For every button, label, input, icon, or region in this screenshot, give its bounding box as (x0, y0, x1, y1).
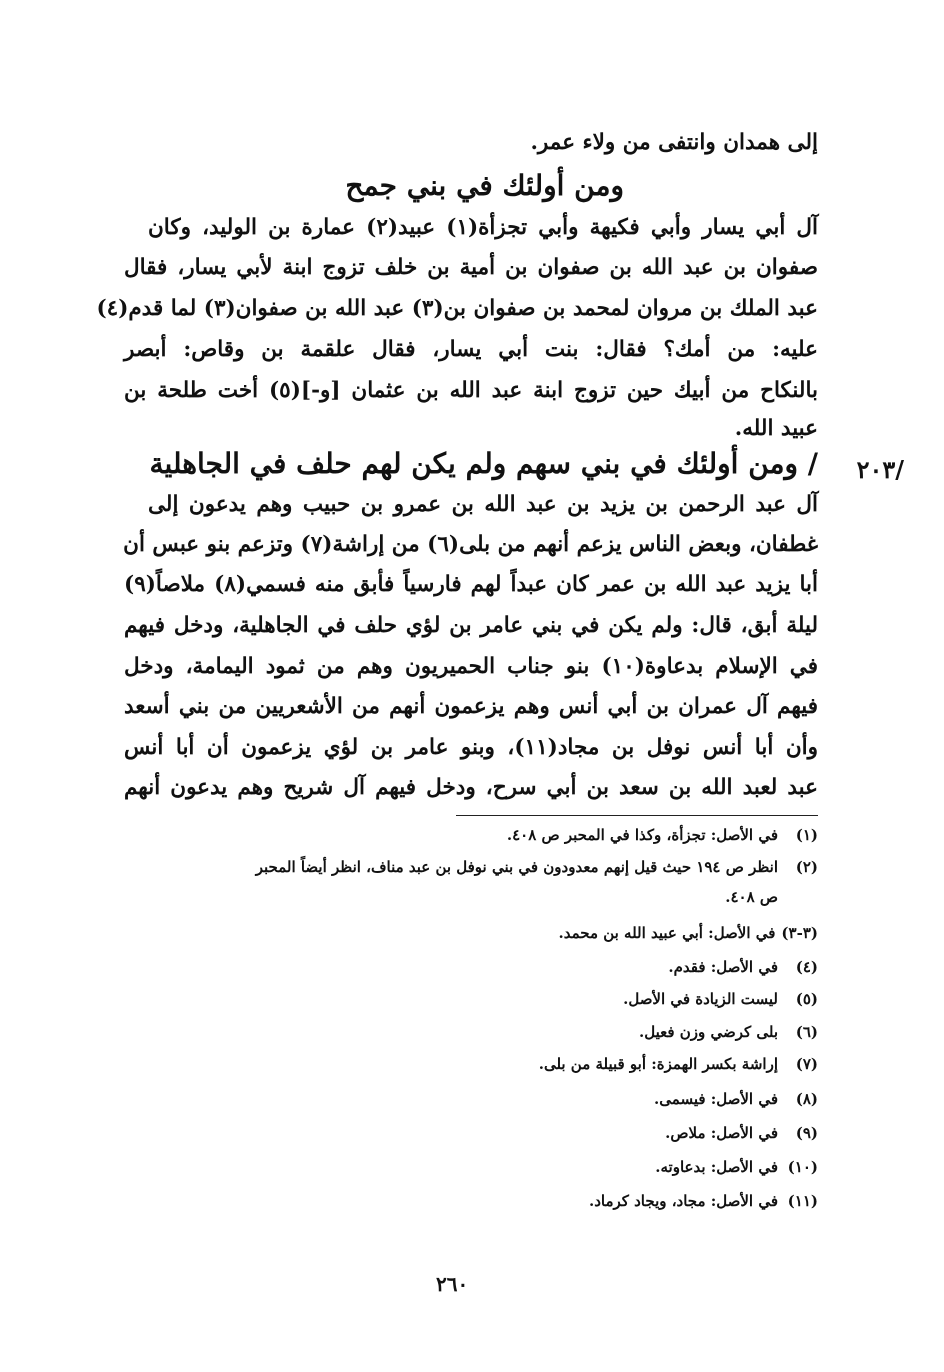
footnote-text: في الأصل: فقدم. (668, 958, 778, 976)
footnote (507, 824, 818, 846)
section-heading-sahm: / ومن أولئك في بني سهم ولم يكن لهم حلف في الجاهلية (149, 447, 818, 480)
paragraph-2-line: وأن أبا أنس نوفل بن مجاد(١١)، وبنو عامر بن لؤي يزعمون أن أبا أنس (124, 735, 818, 760)
footnote-number: (٦) (795, 1023, 818, 1041)
footnote (256, 856, 818, 878)
footnote (559, 922, 819, 944)
paragraph-2-line: فيهم آل عمران بن أبي أنس وهم يزعمون أنهم من الأشعريين من بني أسعد (124, 694, 818, 719)
footnote-text: بلى كرضي وزن فعيل. (639, 1023, 778, 1041)
footnote-text: في الأصل: فيسمى. (654, 1090, 778, 1108)
paragraph-2-line: عبد لعبد الله بن سعد بن أبي سرح، ودخل فيهم آل شريح وهم يدعون أنهم (124, 775, 818, 800)
footnote-text: في الأصل: تجزأة، وكذا في المحبر ص ٤٠٨. (506, 826, 778, 844)
footnote-number: (٨) (795, 1090, 818, 1108)
footnote-number: (١١) (787, 1192, 818, 1210)
footnote-number: (٩) (795, 1124, 818, 1142)
footnote (668, 956, 818, 978)
page-number: ٢٦٠ (436, 1272, 469, 1296)
footnote-text: في الأصل: أبي عبيد الله بن محمد. (558, 924, 776, 942)
paragraph-1-line: آل أبي يسار وأبي فكيهة وأبي تجزأة(١) عبيد(٢) عمارة بن الوليد، وكان (148, 215, 819, 240)
footnote-number: (٢) (795, 858, 818, 876)
paragraph-1-line: عبد الملك بن مروان لمحمد بن صفوان بن(٣) عبد الله بن صفوان(٣) لما قدم(٤) (96, 296, 818, 321)
paragraph-1-line: بالنكاح من أبيك حين تزوج ابنة عبد الله بن عثمان [و-](٥) أخت طلحة بن (124, 378, 818, 403)
footnote-text: ليست الزيادة في الأصل. (623, 990, 778, 1008)
footnote (725, 886, 818, 908)
section-heading-jumah: ومن أولئك في بني جمح (345, 169, 624, 202)
paragraph-2-line: ليلة أبق، قال: ولم يكن في بني عامر بن لؤي حلف في الجاهلية، ودخل فيهم (124, 613, 818, 638)
footnote (623, 988, 818, 1010)
footnote-number: (٧) (795, 1055, 818, 1073)
footnote-number: (١٠) (787, 1158, 818, 1176)
footnote (665, 1122, 818, 1144)
paragraph-2-line: في الإسلام بدعاوة(١٠) بنو جناب الحميريون وهم من ثمود اليمامة، ودخل (124, 654, 818, 679)
footnote-text: انظر ص ١٩٤ حيث قيل إنهم معدودون في بني نوفل بن عبد مناف، انظر أيضاً المحبر (255, 858, 778, 876)
footnote (639, 1021, 818, 1043)
footnote-text: في الأصل: مجاد، ويجاد كرماد. (588, 1192, 778, 1210)
footnote-number: (٤) (795, 958, 818, 976)
paragraph-2-line: غطفان، وبعض الناس يزعم أنهم من بلى(٦) من إراشة(٧) وتزعم بنو عبس أن (123, 532, 818, 557)
footnote-number: (١) (795, 826, 818, 844)
footnote (589, 1190, 818, 1212)
footnote-number: (٣-٣) (781, 924, 818, 942)
paragraph-1-line: عليه: من أمك؟ فقال: بنت أبي يسار، فقال علقمة بن وقاص: أبصر (124, 337, 818, 362)
footnote-number: (٥) (795, 990, 818, 1008)
footnote (539, 1053, 818, 1075)
paragraph-1-line: صفوان بن عبد الله بن صفوان بن أمية بن خلف تزوج ابنة لأبي يسار، فقال (124, 255, 818, 280)
paragraph-2-line: آل عبد الرحمن بن يزيد بن عبد الله بن عمرو بن حبيب وهم يدعون إلى (148, 492, 818, 517)
footnote-text: في الأصل: ملاص. (665, 1124, 778, 1142)
footnote (654, 1088, 818, 1110)
footnote-text: إراشة بكسر الهمزة: أبو قبيلة من بلى. (538, 1055, 778, 1073)
paragraph-1-line: عبيد الله. (734, 416, 818, 441)
margin-page-reference: /٢٠٣ (856, 455, 904, 484)
footnote-text: ص ٤٠٨. (725, 888, 778, 906)
opening-line: إلى همدان وانتفى من ولاء عمر. (530, 130, 818, 155)
paragraph-2-line: أبا يزيد عبد الله بن عمر كان عبداً لهم فارسياً فأبق منه فسمي(٨) ملاصاً(٩) (124, 572, 818, 597)
footnote-separator (456, 815, 818, 816)
footnote-text: في الأصل: بدعاوته. (655, 1158, 778, 1176)
footnote (655, 1156, 818, 1178)
